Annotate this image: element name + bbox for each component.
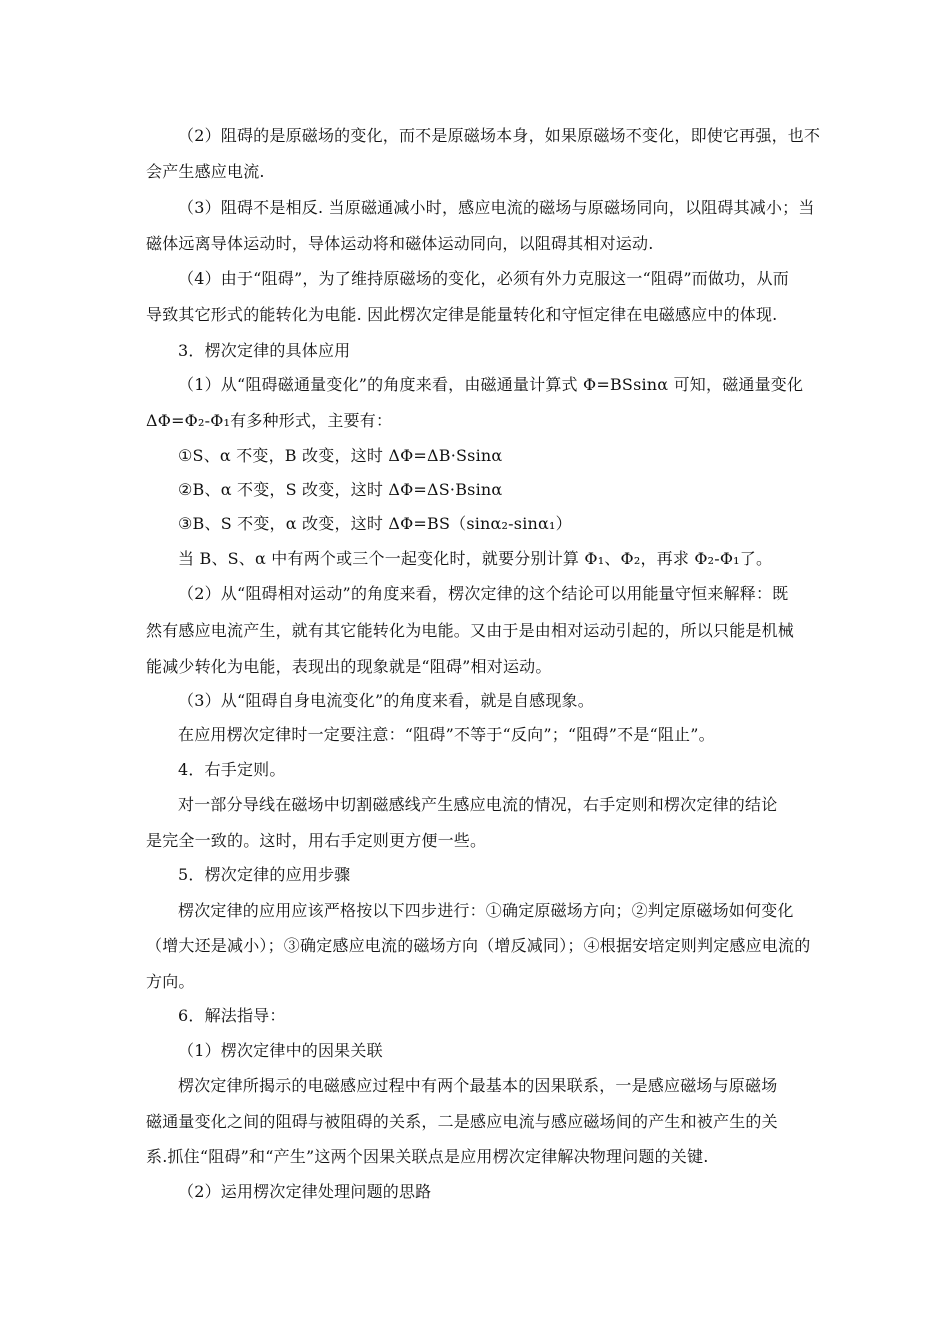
paragraph-line: 磁体远离导体运动时，导体运动将和磁体运动同向，以阻碍其相对运动.: [146, 234, 654, 253]
paragraph-line: （2）从“阻碍相对运动”的角度来看，楞次定律的这个结论可以用能量守恒来解释：既: [178, 584, 789, 603]
paragraph-line: （3）阻碍不是相反. 当原磁通减小时，感应电流的磁场与原磁场同向，以阻碍其减小；当: [178, 198, 815, 217]
section-heading: 4．右手定则。: [178, 760, 286, 779]
formula-line: ΔΦ=Φ₂-Φ₁有多种形式，主要有：: [146, 411, 393, 430]
paragraph-line: 当 B、S、α 中有两个或三个一起变化时，就要分别计算 Φ₁、Φ₂，再求 Φ₂-Φ₁了。: [178, 549, 773, 568]
formula-line: ①S、α 不变，B 改变，这时 ΔΦ=ΔB·Ssinα: [178, 446, 503, 465]
subsection-heading: （1）楞次定律中的因果关联: [178, 1041, 383, 1060]
paragraph-line: 导致其它形式的能转化为电能. 因此楞次定律是能量转化和守恒定律在电磁感应中的体现.: [146, 305, 778, 324]
paragraph-line: 磁通量变化之间的阻碍与被阻碍的关系，二是感应电流与感应磁场间的产生和被产生的关: [146, 1112, 778, 1131]
formula-line: ③B、S 不变，α 改变，这时 ΔΦ=BS（sinα₂-sinα₁）: [178, 514, 572, 533]
paragraph-line: 在应用楞次定律时一定要注意：“阻碍”不等于“反向”；“阻碍”不是“阻止”。: [178, 725, 715, 744]
paragraph-line: 对一部分导线在磁场中切割磁感线产生感应电流的情况，右手定则和楞次定律的结论: [178, 795, 778, 814]
paragraph-line: （3）从“阻碍自身电流变化”的角度来看，就是自感现象。: [178, 691, 594, 710]
paragraph-line: 是完全一致的。这时，用右手定则更方便一些。: [146, 831, 487, 850]
paragraph-line: （2）阻碍的是原磁场的变化，而不是原磁场本身，如果原磁场不变化，即使它再强，也不: [178, 126, 821, 145]
section-heading: 3．楞次定律的具体应用: [178, 341, 351, 360]
paragraph-line: 能减少转化为电能，表现出的现象就是“阻碍”相对运动。: [146, 657, 552, 676]
section-heading: 6．解法指导：: [178, 1006, 286, 1025]
paragraph-line: 方向。: [146, 972, 195, 991]
paragraph-line: 楞次定律的应用应该严格按以下四步进行：①确定原磁场方向；②判定原磁场如何变化: [178, 901, 794, 920]
section-heading: 5．楞次定律的应用步骤: [178, 865, 351, 884]
subsection-heading: （2）运用楞次定律处理问题的思路: [178, 1182, 432, 1201]
paragraph-line: （增大还是减小）；③确定感应电流的磁场方向（增反减同）；④根据安培定则判定感应电流的: [146, 936, 811, 955]
paragraph-line: 系.抓住“阻碍”和“产生”这两个因果关联点是应用楞次定律解决物理问题的关键.: [146, 1147, 709, 1166]
formula-line: ②B、α 不变，S 改变，这时 ΔΦ=ΔS·Bsinα: [178, 480, 503, 499]
paragraph-line: 会产生感应电流.: [146, 162, 265, 181]
paragraph-line: 然有感应电流产生，就有其它能转化为电能。又由于是由相对运动引起的，所以只能是机械: [146, 621, 795, 640]
paragraph-line: 楞次定律所揭示的电磁感应过程中有两个最基本的因果联系，一是感应磁场与原磁场: [178, 1076, 778, 1095]
paragraph-line: （1）从“阻碍磁通量变化”的角度来看，由磁通量计算式 Φ=BSsinα 可知，磁通量变化: [178, 375, 804, 394]
paragraph-line: （4）由于“阻碍”，为了维持原磁场的变化，必须有外力克服这一“阻碍”而做功，从而: [178, 269, 789, 288]
